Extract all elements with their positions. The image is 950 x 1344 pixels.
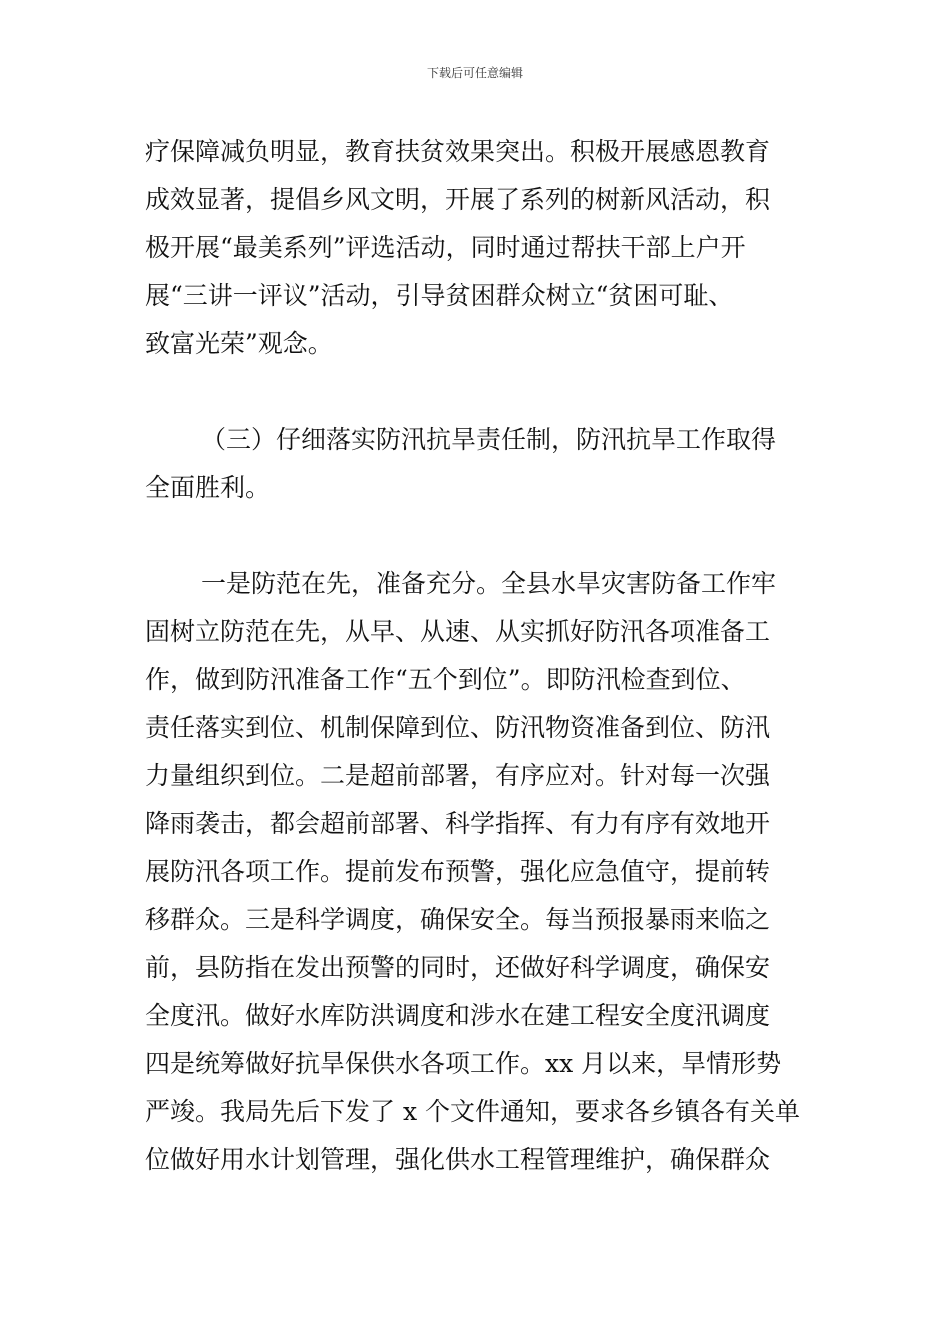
text-line: 一是防范在先，准备充分。全县水旱灾害防备工作牢 <box>201 569 777 598</box>
text-line: 四是统筹做好抗旱保供水各项工作。xx 月以来，旱情形势 <box>145 1049 782 1078</box>
text-line: 降雨袭击，都会超前部署、科学指挥、有力有序有效地开 <box>145 809 771 838</box>
text-line: 全面胜利。 <box>145 473 271 502</box>
text-line: 作，做到防汛准备工作“五个到位”。即防汛检查到位、 <box>145 665 746 694</box>
text-line: 展防汛各项工作。提前发布预警，强化应急值守，提前转 <box>145 857 771 886</box>
text-line: 展“三讲一评议”活动，引导贫困群众树立“贫困可耻、 <box>145 281 734 310</box>
text-line: 前，县防指在发出预警的同时，还做好科学调度，确保安 <box>145 953 771 982</box>
page-header: 下载后可任意编辑 <box>426 66 523 80</box>
paragraph-gap <box>145 368 810 416</box>
text-line: （三）仔细落实防汛抗旱责任制，防汛抗旱工作取得 <box>201 425 777 454</box>
text-line: 责任落实到位、机制保障到位、防汛物资准备到位、防汛 <box>145 713 771 742</box>
text-line: 移群众。三是科学调度，确保安全。每当预报暴雨来临之 <box>145 905 771 934</box>
text-line: 力量组织到位。二是超前部署，有序应对。针对每一次强 <box>145 761 771 790</box>
document-body <box>145 128 810 1184</box>
text-line: 固树立防范在先，从早、从速、从实抓好防汛各项准备工 <box>145 617 771 646</box>
text-line: 位做好用水计划管理，强化供水工程管理维护，确保群众 <box>145 1145 771 1174</box>
text-line: 极开展“最美系列”评选活动，同时通过帮扶干部上户开 <box>145 233 746 262</box>
text-line: 致富光荣”观念。 <box>145 329 333 358</box>
text-line: 严竣。我局先后下发了 x 个文件通知，要求各乡镇各有关单 <box>145 1097 800 1126</box>
text-line: 全度汛。做好水库防洪调度和涉水在建工程安全度汛调度 <box>145 1001 771 1030</box>
text-line: 疗保障减负明显，教育扶贫效果突出。积极开展感恩教育 <box>145 137 771 166</box>
paragraph-3 <box>145 560 810 1184</box>
paragraph-gap <box>145 512 810 560</box>
text-line: 成效显著，提倡乡风文明，开展了系列的树新风活动，积 <box>145 185 771 214</box>
section-heading <box>145 416 810 512</box>
paragraph-1 <box>145 128 810 368</box>
